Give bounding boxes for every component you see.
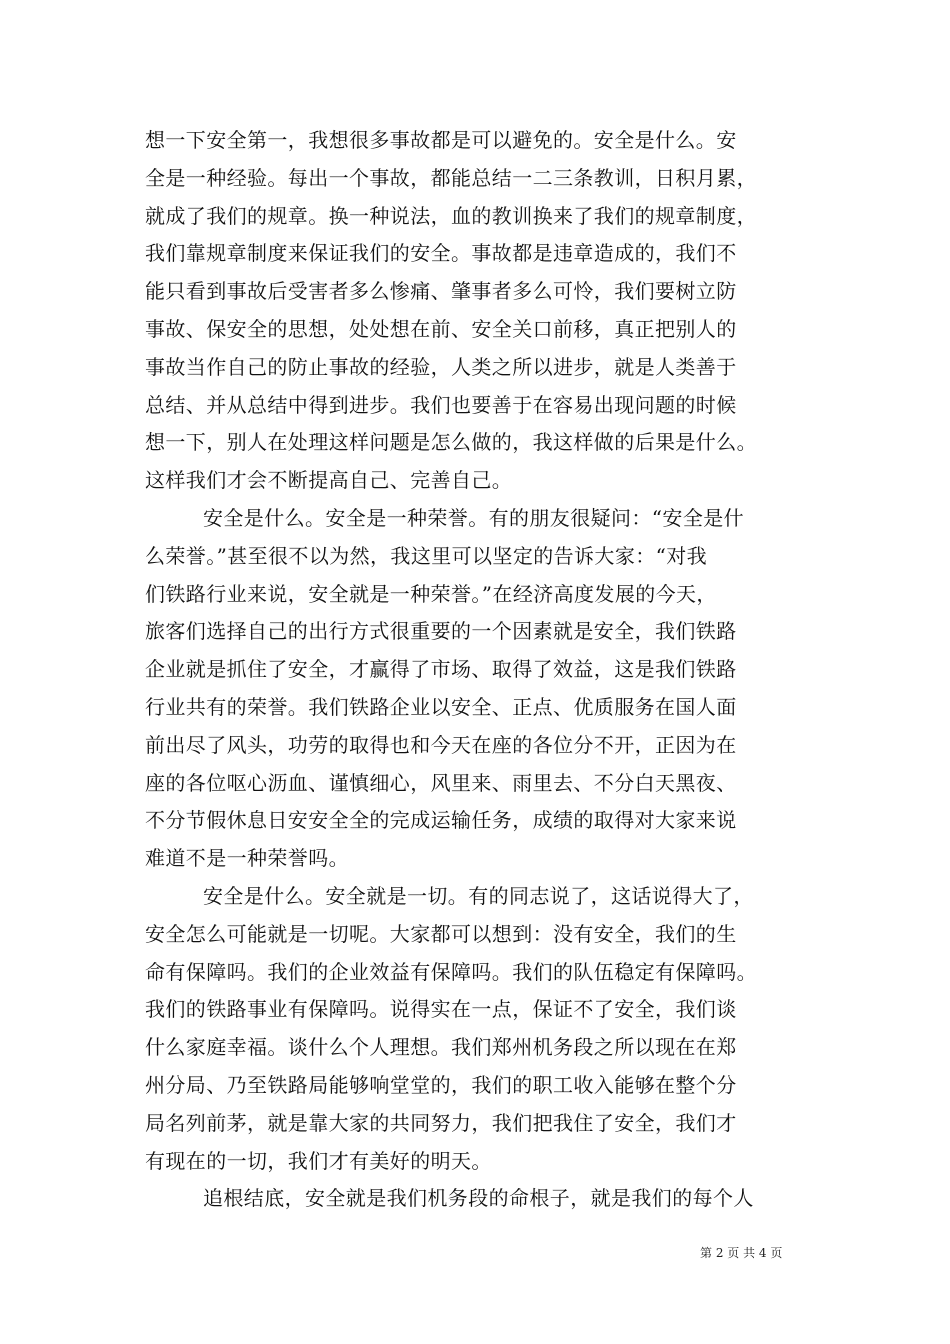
text-line: 旅客们选择自己的出行方式很重要的一个因素就是安全，我们铁路: [145, 619, 737, 644]
text-line: 事故、保安全的思想，处处想在前、安全关口前移，真正把别人的: [145, 316, 737, 341]
document-body: [145, 122, 810, 1218]
text-line: 我们的铁路事业有保障吗。说得实在一点，保证不了安全，我们谈: [145, 997, 737, 1022]
page-number: 第 2 页 共 4 页: [700, 1246, 783, 1260]
text-line: 难道不是一种荣誉吗。: [145, 846, 349, 871]
text-line: 全是一种经验。每出一个事故，都能总结一二三条教训，日积月累，: [145, 165, 757, 190]
text-line: 局名列前茅，就是靠大家的共同努力，我们把我住了安全，我们才: [145, 1110, 737, 1135]
text-line: 州分局、乃至铁路局能够响堂堂的，我们的职工收入能够在整个分: [145, 1072, 737, 1097]
text-line: 能只看到事故后受害者多么惨痛、肇事者多么可怜，我们要树立防: [145, 279, 737, 304]
paragraph-first-line: 安全是什么。安全就是一切。有的同志说了，这话说得大了，: [203, 883, 754, 908]
text-line: 安全怎么可能就是一切呢。大家都可以想到：没有安全，我们的生: [145, 921, 737, 946]
paragraph-first-line: 追根结底，安全就是我们机务段的命根子，就是我们的每个人: [203, 1186, 754, 1211]
text-line: 事故当作自己的防止事故的经验，人类之所以进步，就是人类善于: [145, 354, 737, 379]
text-line: 想一下，别人在处理这样问题是怎么做的，我这样做的后果是什么。: [145, 430, 757, 455]
text-line: 什么家庭幸福。谈什么个人理想。我们郑州机务段之所以现在在郑: [145, 1035, 737, 1060]
paragraph-first-line: 安全是什么。安全是一种荣誉。有的朋友很疑问：“安全是什: [203, 505, 745, 530]
text-line: 就成了我们的规章。换一种说法，血的教训换来了我们的规章制度，: [145, 203, 757, 228]
text-line: 想一下安全第一，我想很多事故都是可以避免的。安全是什么。安: [145, 128, 737, 152]
text-line: 么荣誉。”甚至很不以为然，我这里可以坚定的告诉大家：“对我: [145, 543, 708, 568]
text-line: 不分节假休息日安安全全的完成运输任务，成绩的取得对大家来说: [145, 808, 737, 833]
text-line: 命有保障吗。我们的企业效益有保障吗。我们的队伍稳定有保障吗。: [145, 959, 757, 984]
text-line: 前出尽了风头，功劳的取得也和今天在座的各位分不开，正因为在: [145, 732, 737, 757]
text-line: 们铁路行业来说，安全就是一种荣誉。”在经济高度发展的今天，: [145, 581, 717, 606]
text-line: 行业共有的荣誉。我们铁路企业以安全、正点、优质服务在国人面: [145, 694, 737, 719]
text-line: 有现在的一切，我们才有美好的明天。: [145, 1148, 492, 1173]
text-line: 总结、并从总结中得到进步。我们也要善于在容易出现问题的时候: [145, 392, 737, 417]
text-line: 我们靠规章制度来保证我们的安全。事故都是违章造成的，我们不: [145, 241, 737, 266]
text-line: 企业就是抓住了安全，才赢得了市场、取得了效益，这是我们铁路: [145, 657, 737, 682]
text-line: 座的各位呕心沥血、谨慎细心，风里来、雨里去、不分白天黑夜、: [145, 770, 737, 795]
text-line: 这样我们才会不断提高自己、完善自己。: [145, 468, 513, 493]
